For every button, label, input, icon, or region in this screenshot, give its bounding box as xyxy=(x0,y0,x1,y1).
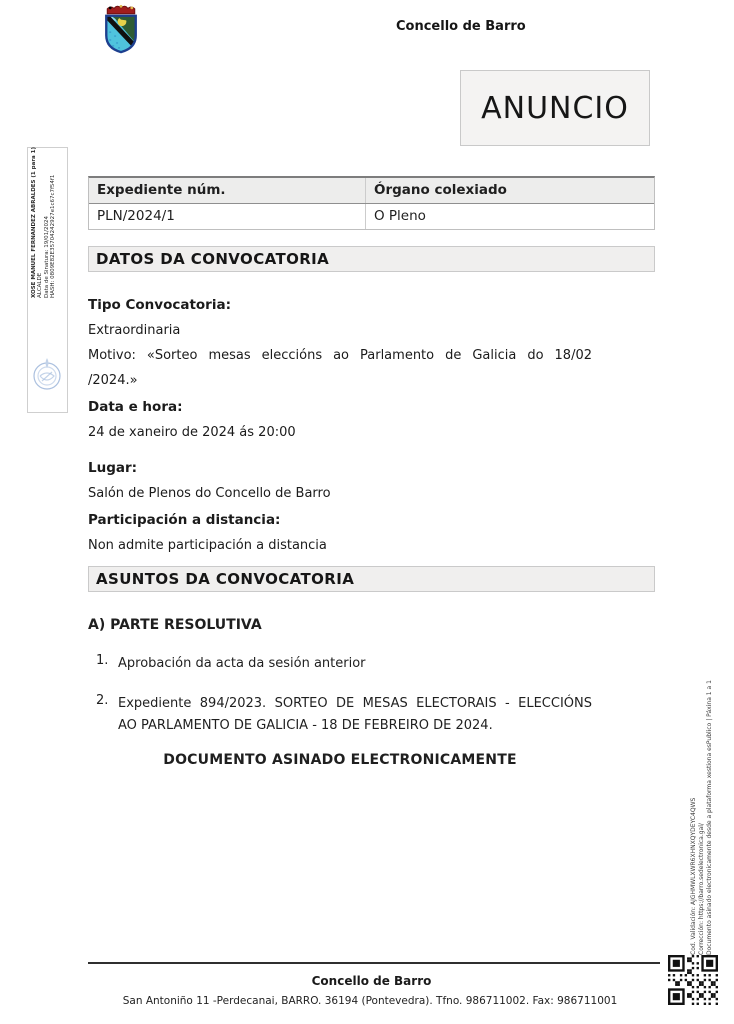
parte-resolutiva-heading: A) PARTE RESOLUTIVA xyxy=(88,617,262,633)
electronic-seal-icon xyxy=(30,352,64,394)
document-org-title: Concello de Barro xyxy=(396,19,526,34)
list-item-1-number: 1. xyxy=(96,653,109,668)
participacion-value: Non admite participación a distancia xyxy=(88,538,327,553)
expediente-table xyxy=(88,176,655,230)
table-row xyxy=(89,204,654,229)
validation-stamp-text xyxy=(690,599,714,955)
table-header-expediente: Expediente núm. xyxy=(89,178,366,203)
footer-divider xyxy=(88,962,660,964)
data-hora-value: 24 de xaneiro de 2024 ás 20:00 xyxy=(88,425,296,440)
list-item-2-text-line-1: Expediente 894/2023. SORTEO DE MESAS ELECTORAIS - ELECCIÓNS xyxy=(118,696,592,711)
list-item-2-number: 2. xyxy=(96,693,109,708)
footer-org-name: Concello de Barro xyxy=(311,974,432,988)
validation-url: Corrección: https://barro.sedelectronica.gal/ xyxy=(698,823,705,955)
motivo-line-2: /2024.» xyxy=(88,373,138,388)
section-header-datos: DATOS DA CONVOCATORIA xyxy=(88,246,655,272)
signature-stamp-text xyxy=(31,147,57,298)
data-hora-label: Data e hora: xyxy=(88,399,183,415)
qr-code xyxy=(668,955,718,1005)
section-header-asuntos: ASUNTOS DA CONVOCATORIA xyxy=(88,566,655,592)
table-cell-expediente-value: PLN/2024/1 xyxy=(89,204,366,229)
lugar-value: Salón de Plenos do Concello de Barro xyxy=(88,486,331,501)
coat-of-arms-icon xyxy=(88,2,154,57)
list-item-1-text: Aprobación da acta da sesión anterior xyxy=(118,656,366,671)
tipo-convocatoria-value: Extraordinaria xyxy=(88,323,181,338)
motivo-line-1: Motivo: «Sorteo mesas eleccións ao Parlamento de Galicia do 18/02 xyxy=(88,348,592,363)
list-item-2-text-line-2: AO PARLAMENTO DE GALICIA - 18 DE FEBREIRO DE 2024. xyxy=(118,718,493,733)
table-header-organo: Órgano colexiado xyxy=(374,182,507,198)
footer-address: San Antoniño 11 -Perdecanai, BARRO. 36194 (Pontevedra). Tfno. 986711002. Fax: 986711001 xyxy=(122,995,618,1007)
participacion-label: Participación a distancia: xyxy=(88,512,281,528)
signer-role: ALCALDE xyxy=(37,272,44,298)
announcement-title-box xyxy=(460,70,650,146)
announcement-title: ANUNCIO xyxy=(481,90,629,126)
platform-notice: Documento asinado electronicamente desde a plataforma xestiona esPublico | Páxina 1 a 1 xyxy=(706,680,713,955)
tipo-convocatoria-label: Tipo Convocatoria: xyxy=(88,297,231,313)
table-header-row xyxy=(89,178,654,204)
table-cell-organo-value: O Pleno xyxy=(374,208,426,224)
lugar-label: Lugar: xyxy=(88,460,138,476)
signature-hash: HASH: 0809E82E35704242927e1c67c7f54f1 xyxy=(50,174,57,298)
signed-electronically-notice: DOCUMENTO ASINADO ELECTRONICAMENTE xyxy=(163,752,517,768)
signer-name: XOSE MANUEL FERNANDEZ ABRALDES (1 para 1) xyxy=(31,147,37,298)
signature-date: Data de Sinatura: 19/01/2024 xyxy=(43,216,50,298)
validation-code: Cod. Validación: AJGHMWLXWR6XHNXQYDEYC4QWS xyxy=(690,797,697,955)
